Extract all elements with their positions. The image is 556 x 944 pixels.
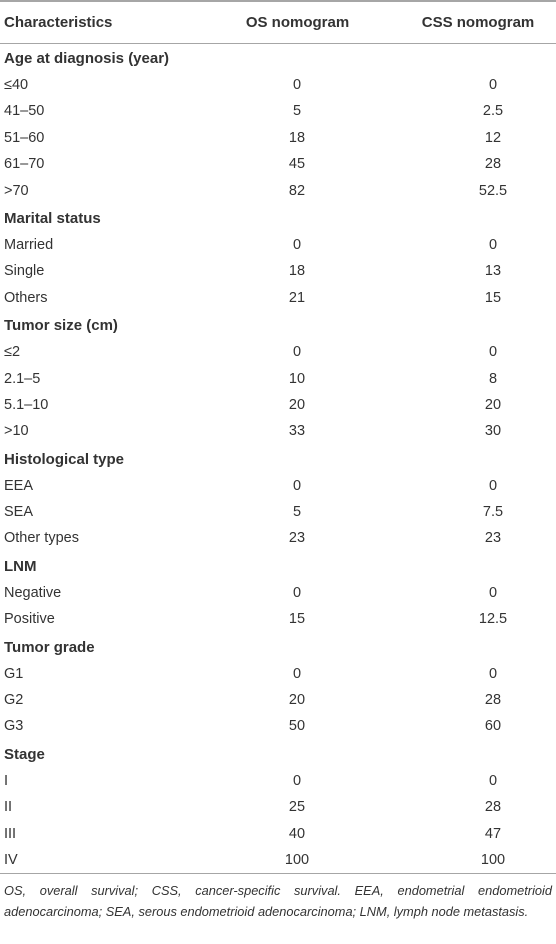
table-row [0,178,556,204]
os-points-cell: 0 [292,665,302,682]
css-points-cell: 30 [484,423,502,440]
table-row [0,125,556,151]
table-row [0,98,556,124]
table-row [0,768,556,794]
table-row [0,285,556,311]
table-bottom-rule [0,873,556,874]
css-points-cell: 100 [480,851,506,868]
os-points-cell: 0 [292,477,302,494]
row-label: 51–60 [4,129,45,146]
os-points-cell: 100 [284,851,310,868]
os-points-cell: 0 [292,344,302,361]
row-label: 5.1–10 [4,396,49,413]
os-points-cell: 18 [288,263,306,280]
os-points-cell: 0 [292,584,302,601]
row-label: ≤2 [4,344,21,361]
row-label: G2 [4,692,24,709]
css-points-cell: 47 [484,825,502,842]
row-label: EEA [4,477,34,494]
css-points-cell: 0 [488,477,498,494]
css-points-cell: 0 [488,236,498,253]
row-label: 61–70 [4,156,45,173]
row-label: ≤40 [4,77,29,93]
row-label: I [4,772,9,789]
os-points-cell: 15 [288,611,306,628]
row-label: >70 [4,182,29,199]
table-row [0,687,556,713]
os-points-cell: 5 [292,103,302,120]
table-row [0,606,556,632]
css-points-cell: 2.5 [482,103,504,120]
group-header-row [0,44,556,72]
header-characteristics: Characteristics [4,14,113,31]
css-points-cell: 28 [484,156,502,173]
os-points-cell: 20 [288,692,306,709]
group-title: Marital status [4,209,101,227]
table-row [0,525,556,551]
row-label: G3 [4,718,24,735]
table-row [0,151,556,177]
css-points-cell: 13 [484,263,502,280]
css-points-cell: 0 [488,772,498,789]
group-header-row [0,633,556,661]
group-header-row [0,311,556,339]
row-label: 2.1–5 [4,370,41,387]
group-header-row [0,740,556,768]
css-points-cell: 15 [484,289,502,306]
css-points-cell: 0 [488,584,498,601]
table-row [0,392,556,418]
os-points-cell: 40 [288,825,306,842]
os-points-cell: 82 [288,182,306,199]
group-header-row [0,552,556,580]
row-label: Negative [4,584,62,601]
table-row [0,232,556,258]
table-row [0,366,556,392]
os-points-cell: 21 [288,289,306,306]
group-title: LNM [4,557,37,575]
table-row [0,258,556,284]
table-row [0,847,556,873]
table-row [0,499,556,525]
header-css-nomogram: CSS nomogram [421,14,535,31]
os-points-cell: 25 [288,799,306,816]
table-row [0,418,556,444]
row-label: Other types [4,530,79,547]
os-points-cell: 10 [288,370,306,387]
css-points-cell: 12.5 [478,611,508,628]
css-points-cell: 8 [488,370,498,387]
group-title: Age at diagnosis (year) [4,50,170,67]
row-label: Others [4,289,48,306]
row-label: G1 [4,665,24,682]
row-label: >10 [4,423,29,440]
row-label: Positive [4,611,55,628]
table-body [0,44,556,873]
css-points-cell: 23 [484,530,502,547]
os-points-cell: 45 [288,156,306,173]
table-row [0,794,556,820]
table-row [0,339,556,365]
css-points-cell: 0 [488,77,498,93]
os-points-cell: 0 [292,77,302,93]
css-points-cell: 20 [484,396,502,413]
css-points-cell: 52.5 [478,182,508,199]
group-title: Tumor size (cm) [4,317,118,335]
row-label: 41–50 [4,103,45,120]
os-points-cell: 18 [288,129,306,146]
table-row [0,661,556,687]
css-points-cell: 7.5 [482,504,504,521]
css-points-cell: 0 [488,665,498,682]
table-header-row [0,2,556,43]
table-footnote: OS, overall survival; CSS, cancer-specific survival. EEA, endometrial endometrioid adenocarcinoma; SEA, serous endometrioid adenocarcinoma; LNM, lymph node metastasis. [4,883,552,919]
css-points-cell: 28 [484,692,502,709]
os-points-cell: 20 [288,396,306,413]
row-label: II [4,799,13,816]
os-points-cell: 0 [292,236,302,253]
table-row [0,821,556,847]
os-points-cell: 33 [288,423,306,440]
os-points-cell: 0 [292,772,302,789]
row-label: IV [4,851,18,868]
header-os-nomogram: OS nomogram [245,14,350,31]
group-title: Histological type [4,450,125,468]
os-points-cell: 23 [288,530,306,547]
os-points-cell: 5 [292,504,302,521]
css-points-cell: 60 [484,718,502,735]
row-label: Single [4,263,45,280]
row-label: SEA [4,504,34,521]
css-points-cell: 12 [484,129,502,146]
row-label: Married [4,236,54,253]
group-header-row [0,445,556,473]
group-title: Tumor grade [4,638,95,656]
row-label: III [4,825,17,842]
css-points-cell: 0 [488,344,498,361]
os-points-cell: 50 [288,718,306,735]
group-title: Stage [4,745,45,763]
group-header-row [0,204,556,232]
table-row [0,713,556,739]
css-points-cell: 28 [484,799,502,816]
table-row [0,580,556,606]
table-row [0,473,556,499]
table-row [0,72,556,98]
